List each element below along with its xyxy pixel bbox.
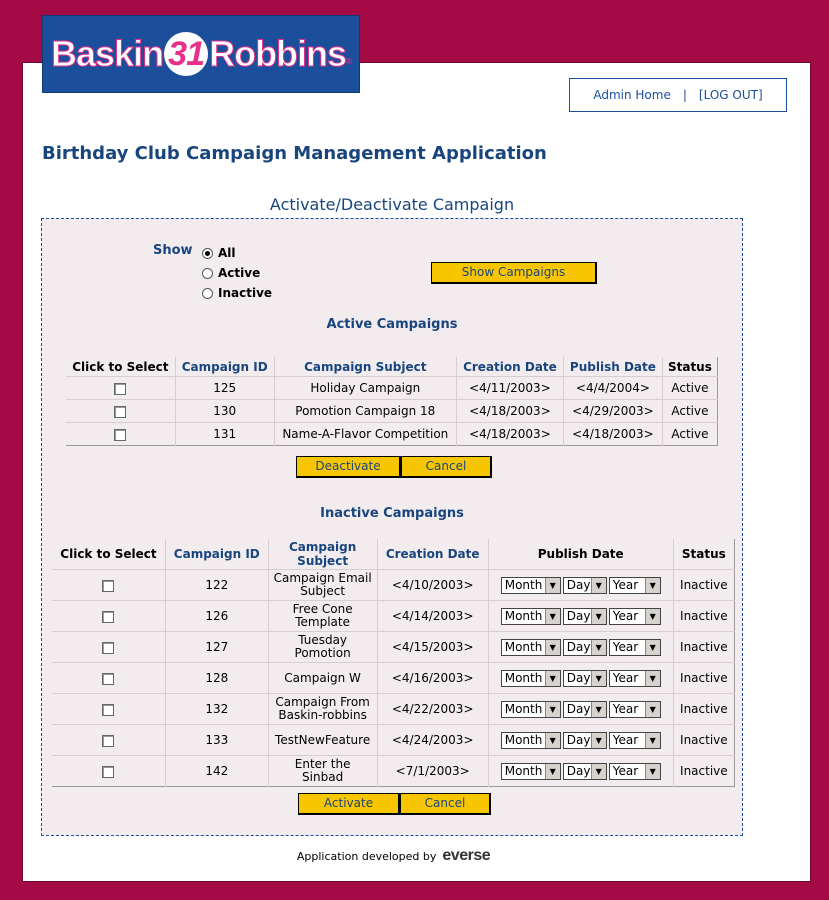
- campaign-subject: Pomotion Campaign 18: [274, 400, 456, 423]
- creation-date: <4/15/2003>: [377, 632, 488, 663]
- table-row: [66, 377, 718, 400]
- admin-home-link[interactable]: Admin Home: [593, 88, 671, 102]
- nav-separator: |: [682, 88, 687, 102]
- table-row: [66, 423, 718, 446]
- cancel-button-active[interactable]: Cancel: [401, 456, 492, 478]
- admin-nav: [569, 78, 787, 112]
- chevron-down-icon[interactable]: ▼: [545, 702, 560, 717]
- deactivate-button[interactable]: Deactivate: [296, 456, 401, 478]
- chevron-down-icon[interactable]: ▼: [645, 702, 660, 717]
- month-select[interactable]: Month ▼: [501, 670, 561, 687]
- table-row: [52, 725, 735, 756]
- col-campaign-id: Campaign ID: [165, 539, 268, 570]
- radio-active[interactable]: [202, 266, 260, 280]
- chevron-down-icon[interactable]: ▼: [545, 609, 560, 624]
- campaign-id: 128: [165, 663, 268, 694]
- creation-date: <4/16/2003>: [377, 663, 488, 694]
- col-campaign-subject: Campaign Subject: [274, 357, 456, 377]
- chevron-down-icon[interactable]: ▼: [591, 609, 606, 624]
- year-select[interactable]: Year ▼: [609, 608, 661, 625]
- radio-label: Inactive: [218, 286, 273, 300]
- chevron-down-icon[interactable]: ▼: [545, 578, 560, 593]
- logo-text-left: Baskin: [51, 33, 164, 74]
- inactive-campaigns-table: [52, 539, 735, 787]
- status: Inactive: [673, 694, 734, 725]
- status: Inactive: [673, 601, 734, 632]
- year-select[interactable]: Year ▼: [609, 577, 661, 594]
- publish-date-selects: [488, 694, 673, 725]
- inactive-campaigns-heading: Inactive Campaigns: [320, 506, 464, 521]
- select-checkbox[interactable]: [102, 611, 114, 623]
- campaign-subject: Campaign Email Subject: [268, 570, 377, 601]
- col-campaign-subject: Campaign Subject: [268, 539, 377, 570]
- select-checkbox[interactable]: [102, 735, 114, 747]
- campaign-id: 130: [175, 400, 274, 423]
- day-select[interactable]: Day ▼: [563, 670, 607, 687]
- creation-date: <4/10/2003>: [377, 570, 488, 601]
- radio-button[interactable]: [202, 288, 213, 299]
- publish-date-selects: [488, 756, 673, 787]
- app-title: Birthday Club Campaign Management Application: [42, 143, 547, 164]
- day-select[interactable]: Day ▼: [563, 639, 607, 656]
- status: Inactive: [673, 756, 734, 787]
- everse-logo: everse: [442, 847, 491, 864]
- status: Inactive: [673, 725, 734, 756]
- select-checkbox[interactable]: [102, 766, 114, 778]
- radio-button[interactable]: [202, 248, 213, 259]
- status: Active: [662, 377, 717, 400]
- year-select[interactable]: Year ▼: [609, 763, 661, 780]
- month-select[interactable]: Month ▼: [501, 732, 561, 749]
- chevron-down-icon[interactable]: ▼: [591, 578, 606, 593]
- status: Active: [662, 400, 717, 423]
- radio-label: All: [218, 246, 236, 260]
- select-checkbox[interactable]: [102, 704, 114, 716]
- month-select[interactable]: Month ▼: [501, 639, 561, 656]
- col-status: Status: [673, 539, 734, 570]
- logout-link[interactable]: [LOG OUT]: [698, 88, 763, 102]
- chevron-down-icon[interactable]: ▼: [645, 764, 660, 779]
- publish-date-selects: [488, 632, 673, 663]
- publish-date-selects: [488, 663, 673, 694]
- publish-date: <4/4/2004>: [563, 377, 662, 400]
- select-checkbox[interactable]: [102, 580, 114, 592]
- campaign-id: 132: [165, 694, 268, 725]
- creation-date: <4/11/2003>: [456, 377, 563, 400]
- campaign-subject: Tuesday Pomotion: [268, 632, 377, 663]
- month-select[interactable]: Month ▼: [501, 577, 561, 594]
- chevron-down-icon[interactable]: ▼: [545, 764, 560, 779]
- logo-number: 31: [164, 32, 208, 76]
- creation-date: <4/18/2003>: [456, 423, 563, 446]
- campaign-id: 133: [165, 725, 268, 756]
- creation-date: <4/14/2003>: [377, 601, 488, 632]
- publish-date-selects: [488, 570, 673, 601]
- chevron-down-icon[interactable]: ▼: [545, 640, 560, 655]
- activate-button[interactable]: Activate: [298, 793, 400, 815]
- active-campaigns-heading: Active Campaigns: [326, 317, 458, 332]
- table-row: [52, 570, 735, 601]
- select-checkbox[interactable]: [102, 673, 114, 685]
- chevron-down-icon[interactable]: ▼: [645, 609, 660, 624]
- active-campaigns-table: [66, 357, 718, 446]
- chevron-down-icon[interactable]: ▼: [545, 671, 560, 686]
- section-title: Activate/Deactivate Campaign: [269, 195, 515, 214]
- chevron-down-icon[interactable]: ▼: [645, 578, 660, 593]
- logo-reg: ®: [346, 57, 351, 66]
- baskin-robbins-logo: [42, 15, 360, 93]
- chevron-down-icon[interactable]: ▼: [591, 702, 606, 717]
- logo-text-right: Robbins: [209, 33, 347, 74]
- table-row: [52, 663, 735, 694]
- radio-label: Active: [218, 266, 261, 280]
- publish-date-selects: [488, 725, 673, 756]
- campaign-id: 127: [165, 632, 268, 663]
- col-campaign-id: Campaign ID: [175, 357, 274, 377]
- status: Inactive: [673, 663, 734, 694]
- table-row: [52, 601, 735, 632]
- table-header-row: [52, 539, 735, 570]
- col-status: Status: [662, 357, 717, 377]
- table-row: [52, 756, 735, 787]
- campaign-subject: Campaign From Baskin-robbins: [268, 694, 377, 725]
- campaign-subject: TestNewFeature: [268, 725, 377, 756]
- select-checkbox[interactable]: [114, 406, 126, 418]
- campaign-subject: Holiday Campaign: [274, 377, 456, 400]
- campaign-id: 126: [165, 601, 268, 632]
- creation-date: <4/22/2003>: [377, 694, 488, 725]
- day-select[interactable]: Day ▼: [563, 701, 607, 718]
- year-select[interactable]: Year ▼: [609, 732, 661, 749]
- chevron-down-icon[interactable]: ▼: [545, 733, 560, 748]
- table-header-row: [66, 357, 718, 377]
- table-row: [52, 694, 735, 725]
- col-publish-date: Publish Date: [488, 539, 673, 570]
- year-select[interactable]: Year ▼: [609, 670, 661, 687]
- publish-date: <4/29/2003>: [563, 400, 662, 423]
- publish-date: <4/18/2003>: [563, 423, 662, 446]
- day-select[interactable]: Day ▼: [563, 577, 607, 594]
- chevron-down-icon[interactable]: ▼: [591, 764, 606, 779]
- campaign-id: 125: [175, 377, 274, 400]
- status: Inactive: [673, 570, 734, 601]
- show-label: Show: [153, 243, 193, 258]
- campaign-id: 131: [175, 423, 274, 446]
- chevron-down-icon[interactable]: ▼: [645, 671, 660, 686]
- month-select[interactable]: Month ▼: [501, 763, 561, 780]
- chevron-down-icon[interactable]: ▼: [645, 640, 660, 655]
- campaign-id: 142: [165, 756, 268, 787]
- select-checkbox[interactable]: [114, 383, 126, 395]
- year-select[interactable]: Year ▼: [609, 639, 661, 656]
- radio-button[interactable]: [202, 268, 213, 279]
- publish-date-selects: [488, 601, 673, 632]
- campaign-subject: Name-A-Flavor Competition: [274, 423, 456, 446]
- chevron-down-icon[interactable]: ▼: [591, 733, 606, 748]
- day-select[interactable]: Day ▼: [563, 608, 607, 625]
- col-creation-date: Creation Date: [456, 357, 563, 377]
- show-campaigns-button[interactable]: Show Campaigns: [431, 262, 597, 284]
- radio-all[interactable]: [202, 246, 236, 260]
- month-select[interactable]: Month ▼: [501, 701, 561, 718]
- campaign-subject: Enter the Sinbad: [268, 756, 377, 787]
- campaign-id: 122: [165, 570, 268, 601]
- creation-date: <7/1/2003>: [377, 756, 488, 787]
- select-checkbox[interactable]: [102, 642, 114, 654]
- chevron-down-icon[interactable]: ▼: [591, 671, 606, 686]
- campaign-panel: [41, 218, 743, 836]
- campaign-subject: Free Cone Template: [268, 601, 377, 632]
- radio-inactive[interactable]: [202, 286, 272, 300]
- day-select[interactable]: Day ▼: [563, 732, 607, 749]
- cancel-button-inactive[interactable]: Cancel: [400, 793, 491, 815]
- chevron-down-icon[interactable]: ▼: [645, 733, 660, 748]
- creation-date: <4/18/2003>: [456, 400, 563, 423]
- footer: [0, 847, 787, 865]
- month-select[interactable]: Month ▼: [501, 608, 561, 625]
- col-publish-date: Publish Date: [563, 357, 662, 377]
- col-select: Click to Select: [60, 547, 157, 561]
- day-select[interactable]: Day ▼: [563, 763, 607, 780]
- select-checkbox[interactable]: [114, 429, 126, 441]
- table-row: [66, 400, 718, 423]
- footer-text: Application developed by: [296, 849, 437, 863]
- table-row: [52, 632, 735, 663]
- status: Inactive: [673, 632, 734, 663]
- status: Active: [662, 423, 717, 446]
- col-select: Click to Select: [72, 359, 169, 374]
- col-creation-date: Creation Date: [377, 539, 488, 570]
- year-select[interactable]: Year ▼: [609, 701, 661, 718]
- campaign-subject: Campaign W: [268, 663, 377, 694]
- chevron-down-icon[interactable]: ▼: [591, 640, 606, 655]
- creation-date: <4/24/2003>: [377, 725, 488, 756]
